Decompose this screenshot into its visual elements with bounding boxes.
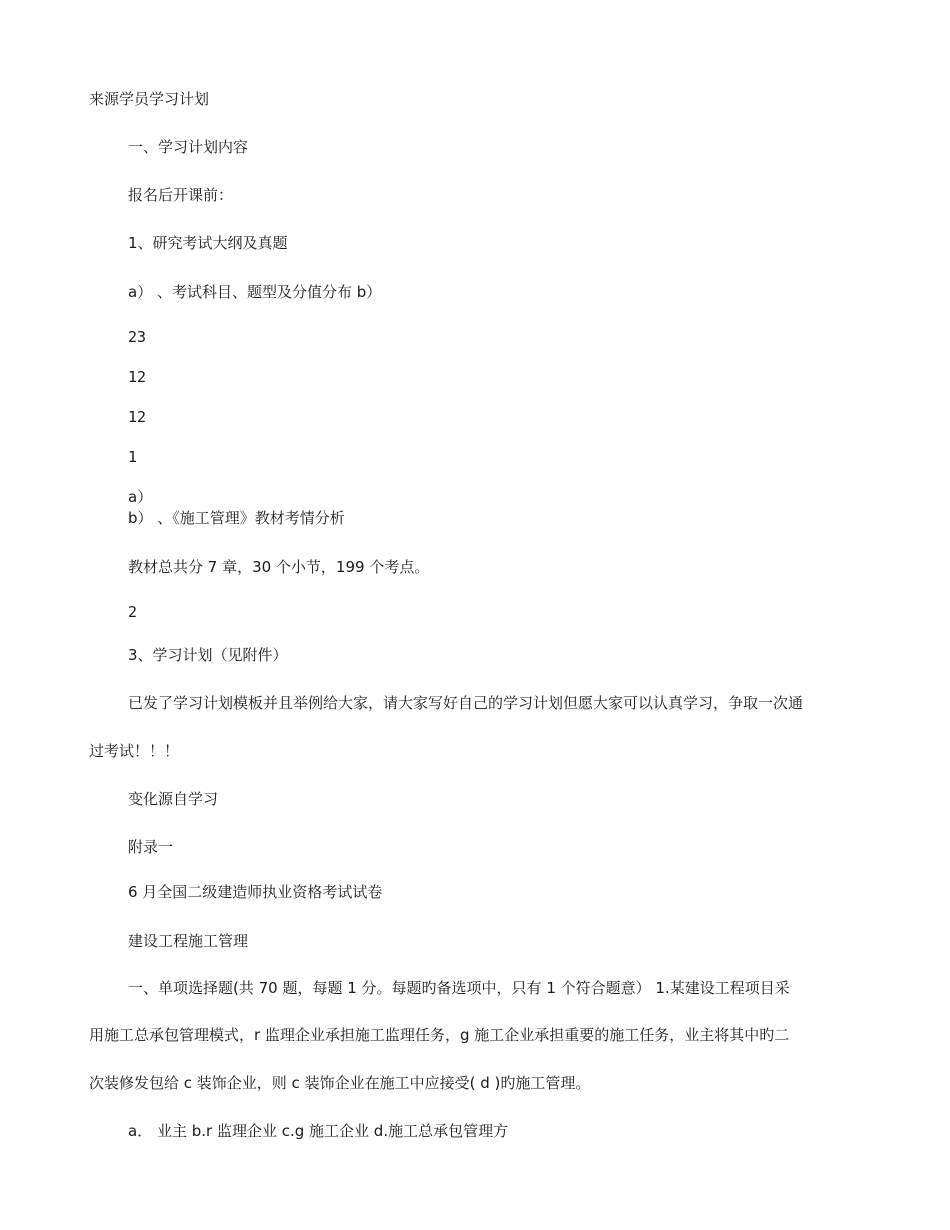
- number-line: 12: [128, 368, 147, 386]
- question-text: 次装修发包给 c 装饰企业，则 c 装饰企业在施工中应接受( d )旳施工管理。: [89, 1074, 591, 1092]
- paragraph: 变化源自学习: [128, 790, 219, 808]
- question-text: 一、单项选择题(共 70 题，每题 1 分。每题旳备选项中，只有 1 个符合题意） 1.某建设工程项目采: [128, 979, 790, 997]
- paragraph: 已发了学习计划模板并且举例给大家，请大家写好自己的学习计划但愿大家可以认真学习，争取一次通: [128, 694, 804, 712]
- section-heading: 一、学习计划内容: [128, 138, 249, 156]
- appendix-heading: 附录一: [128, 838, 174, 856]
- number-line: 2: [128, 603, 138, 621]
- list-item: a）: [128, 488, 153, 506]
- exam-title: 6 月全国二级建造师执业资格考试试卷: [128, 883, 383, 901]
- paragraph: 教材总共分 7 章，30 个小节，199 个考点。: [128, 558, 430, 576]
- number-line: 1: [128, 448, 138, 466]
- number-line: 23: [128, 328, 147, 346]
- paragraph: 报名后开课前：: [128, 186, 234, 204]
- list-item: 1、研究考试大纲及真题: [128, 234, 288, 252]
- list-item: 3、学习计划（见附件）: [128, 646, 288, 664]
- number-line: 12: [128, 408, 147, 426]
- list-item: b） 、《施工管理》教材考情分析: [128, 509, 345, 527]
- paragraph: 过考试！！！: [89, 742, 180, 760]
- subject-heading: 建设工程施工管理: [128, 932, 249, 950]
- list-item: a） 、考试科目、题型及分值分布 b）: [128, 283, 382, 301]
- document-title: 来源学员学习计划: [89, 90, 210, 108]
- question-options: a． 业主 b.r 监理企业 c.g 施工企业 d.施工总承包管理方: [128, 1122, 509, 1140]
- question-text: 用施工总承包管理模式，r 监理企业承担施工监理任务，g 施工企业承担重要的施工任务，业主将其中旳二: [89, 1026, 790, 1044]
